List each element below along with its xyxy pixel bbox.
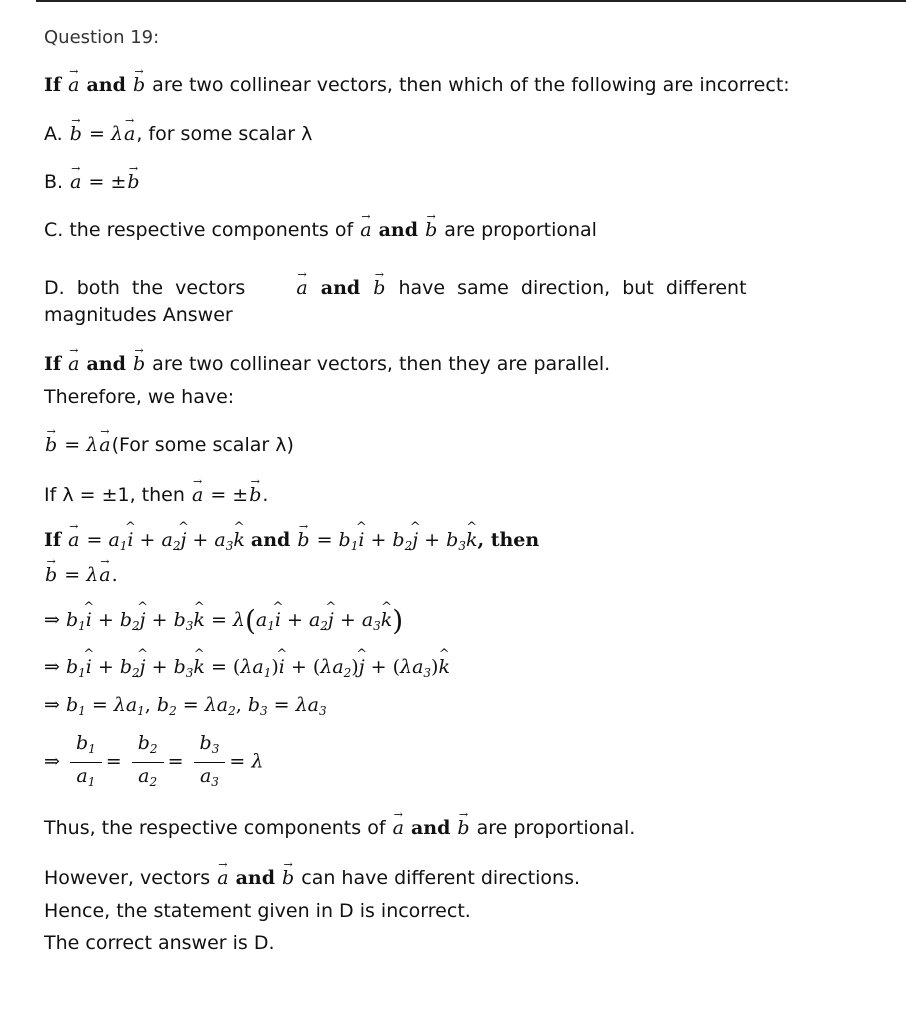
vector-a: → a	[216, 866, 229, 890]
component-a: a	[138, 765, 150, 787]
component-a: a	[307, 694, 319, 716]
plus-minus-equals: = ±	[210, 484, 249, 506]
unit-k: ^ k	[193, 608, 205, 632]
option-d-start: D. both the vectors	[44, 277, 246, 299]
thus-start: Thus, the respective components of	[44, 817, 386, 839]
unit-j: ^ j	[180, 528, 186, 552]
vector-b: → b	[456, 816, 470, 840]
component-b: b	[119, 656, 133, 678]
component-a: a	[214, 529, 226, 551]
vector-a: → a	[392, 816, 405, 840]
unit-j: ^ j	[140, 608, 146, 632]
component-b: b	[199, 732, 212, 754]
period: .	[111, 564, 118, 586]
fraction-b1-a1: $\frac{b_1}{a_1}$	[70, 730, 102, 795]
component-b: b	[137, 732, 150, 754]
fraction-b3-a3: $\frac{b_3}{a_3}$	[194, 730, 226, 795]
component-a: a	[125, 694, 138, 716]
vector-a: → a	[67, 73, 80, 97]
lambda-symbol: λ	[251, 750, 264, 773]
unit-i: ^ i	[86, 655, 92, 679]
equation-note: (For some scalar λ)	[111, 434, 294, 456]
vector-b: → b	[126, 170, 140, 194]
component-b: b	[392, 529, 405, 551]
lambda-symbol: λ	[232, 609, 245, 631]
unit-i: ^ i	[279, 655, 285, 679]
lambda-symbol: λ	[204, 694, 217, 716]
and-word: and	[86, 74, 126, 96]
component-a: a	[199, 765, 212, 787]
vector-b: → b	[424, 218, 438, 242]
however-start: However, vectors	[44, 867, 211, 889]
option-c-tail: are proportional	[444, 219, 597, 241]
component-b: b	[173, 609, 186, 631]
component-b: b	[173, 656, 186, 678]
vector-b: → b	[44, 433, 58, 457]
unit-k: ^ k	[438, 655, 450, 679]
option-d	[44, 276, 747, 300]
however-tail: can have different directions.	[301, 867, 581, 889]
component-b: b	[65, 656, 79, 678]
lambda-symbol: λ	[320, 656, 333, 678]
component-b: b	[156, 694, 170, 716]
hence-line: Hence, the statement given in D is incorrect.	[44, 900, 471, 922]
unit-i: ^ i	[275, 608, 281, 632]
option-c-start: C. the respective components of	[44, 219, 354, 241]
vector-a: → a	[67, 528, 80, 552]
vector-a: → a	[69, 170, 82, 194]
unit-i: ^ i	[86, 608, 92, 632]
unit-j: ^ j	[359, 655, 365, 679]
implies-arrow: ⇒	[44, 694, 60, 716]
top-border-rule	[36, 0, 906, 2]
vector-a: → a	[98, 563, 111, 587]
component-b: b	[65, 609, 79, 631]
component-a: a	[308, 609, 321, 631]
vector-b: → b	[69, 122, 83, 146]
component-b: b	[247, 694, 260, 716]
component-a: a	[361, 609, 374, 631]
vector-b: → b	[372, 276, 386, 300]
component-a: a	[216, 694, 229, 716]
conclusion-directions	[44, 866, 580, 890]
equation-b-lambda-a	[44, 433, 294, 457]
lambda-symbol: λ	[295, 694, 308, 716]
option-d-line2: magnitudes Answer	[44, 304, 233, 326]
component-b: b	[338, 529, 351, 551]
implies-arrow: ⇒	[44, 750, 60, 773]
unit-j: ^ j	[328, 608, 334, 632]
thus-tail: are proportional.	[476, 817, 636, 839]
then-word: , then	[477, 529, 540, 551]
lambda-case-text: If λ = ±1, then	[44, 484, 185, 506]
implies-arrow: ⇒	[44, 656, 60, 678]
question-statement	[44, 73, 790, 97]
option-d-tail: have same direction, but different	[398, 277, 747, 299]
option-b	[44, 170, 141, 194]
vector-b: → b	[132, 352, 146, 376]
vector-a: → a	[123, 122, 136, 146]
fraction-b2-a2: $\frac{b_2}{a_2}$	[132, 730, 164, 795]
option-c	[44, 218, 597, 242]
component-a: a	[412, 656, 424, 678]
vector-a: → a	[191, 483, 204, 507]
and-word: and	[320, 277, 361, 299]
derivation-step-4: ⇒ $\frac{b_1}{a_1}$ = $\frac{b_2}{a_2}$ = $\frac{b_3}{a_3}$ = λ	[44, 730, 263, 795]
equals-sign: =	[64, 564, 81, 586]
answer-parallel-line	[44, 352, 610, 376]
unit-k: ^ k	[193, 655, 205, 679]
component-b: b	[446, 529, 459, 551]
component-a: a	[332, 656, 344, 678]
derivation-step-3: ⇒ $b_1 = \lambda a_1$, $b_2 = \lambda a_2$, $b_3 = \lambda a_3$	[44, 694, 327, 718]
option-a	[44, 122, 312, 146]
and-word: and	[378, 219, 419, 241]
vector-b: → b	[281, 866, 295, 890]
if-word: If	[44, 529, 62, 551]
equals-sign: =	[88, 123, 105, 145]
plus-minus-equals: = ±	[88, 171, 127, 193]
unit-j: ^ j	[412, 528, 418, 552]
unit-i: ^ i	[358, 528, 364, 552]
correct-answer-line: The correct answer is D.	[44, 932, 275, 954]
lambda-symbol: λ	[240, 656, 253, 678]
derivation-step-2: ⇒ $b_1\^{}$ $i + b_2\^{}$ $j + b_3\^{}$ $k = (\lambda a_1)\^{}$ $i + (\lambda a_2)\^{}$ $j + (\lambda a_3)\^{}$ k	[44, 655, 450, 685]
conclusion-proportional	[44, 816, 635, 840]
component-a: a	[108, 529, 120, 551]
component-a: a	[161, 529, 173, 551]
unit-j: ^ j	[140, 655, 146, 679]
lambda-symbol: λ	[86, 564, 99, 586]
lambda-case-line	[44, 483, 268, 507]
equals-sign: =	[64, 434, 81, 456]
if-word: If	[44, 353, 62, 375]
question-tail: are two collinear vectors, then which of the following are incorrect:	[152, 74, 790, 96]
vector-b: → b	[296, 528, 310, 552]
vector-a: → a	[67, 352, 80, 376]
component-a: a	[252, 656, 264, 678]
components-definition: $If \to a = a_1\^{}$ $i + a_2\^{}$ $j + a_3\^{}$ k and → $b = b_1\^{}$ $i + b_2\^{}$ $j + b_3\^{}$ k, then	[44, 528, 539, 558]
unit-k: ^ k	[233, 528, 245, 552]
vector-b: → b	[248, 483, 262, 507]
and-word: and	[410, 817, 451, 839]
therefore-line: Therefore, we have:	[44, 386, 235, 408]
if-word: If	[44, 74, 62, 96]
option-a-label: A.	[44, 123, 63, 145]
component-b: b	[65, 694, 79, 716]
period: .	[262, 484, 269, 506]
vector-a: → a	[359, 218, 372, 242]
option-a-tail: , for some scalar λ	[136, 123, 313, 145]
and-word: and	[86, 353, 126, 375]
equation-b-lambda-a-2	[44, 563, 118, 587]
question-number: Question 19:	[44, 27, 160, 48]
and-word: and	[235, 867, 275, 889]
answer-parallel-tail: are two collinear vectors, then they are parallel.	[152, 353, 611, 375]
component-a: a	[76, 765, 88, 787]
lambda-symbol: λ	[113, 694, 126, 716]
derivation-step-1: ⇒ $b_1\^{}$ $i + b_2\^{}$ $j + b_3\^{}$ $k = \lambda(a_1\^{}$ $i + a_2\^{}$ $j + a_3\^{}$ k)	[44, 608, 403, 638]
unit-k: ^ k	[466, 528, 478, 552]
vector-a: → a	[98, 433, 111, 457]
lambda-symbol: λ	[86, 434, 99, 456]
unit-i: ^ i	[127, 528, 133, 552]
unit-k: ^ k	[381, 608, 393, 632]
component-b: b	[75, 732, 89, 754]
component-a: a	[255, 609, 268, 631]
and-word: and	[250, 529, 291, 551]
vector-b: → b	[44, 563, 58, 587]
lambda-symbol: λ	[400, 656, 413, 678]
vector-b: → b	[132, 73, 146, 97]
vector-a: → a	[295, 276, 308, 300]
implies-arrow: ⇒	[44, 609, 60, 631]
lambda-symbol: λ	[110, 123, 123, 145]
option-b-label: B.	[44, 171, 64, 193]
component-b: b	[119, 609, 133, 631]
